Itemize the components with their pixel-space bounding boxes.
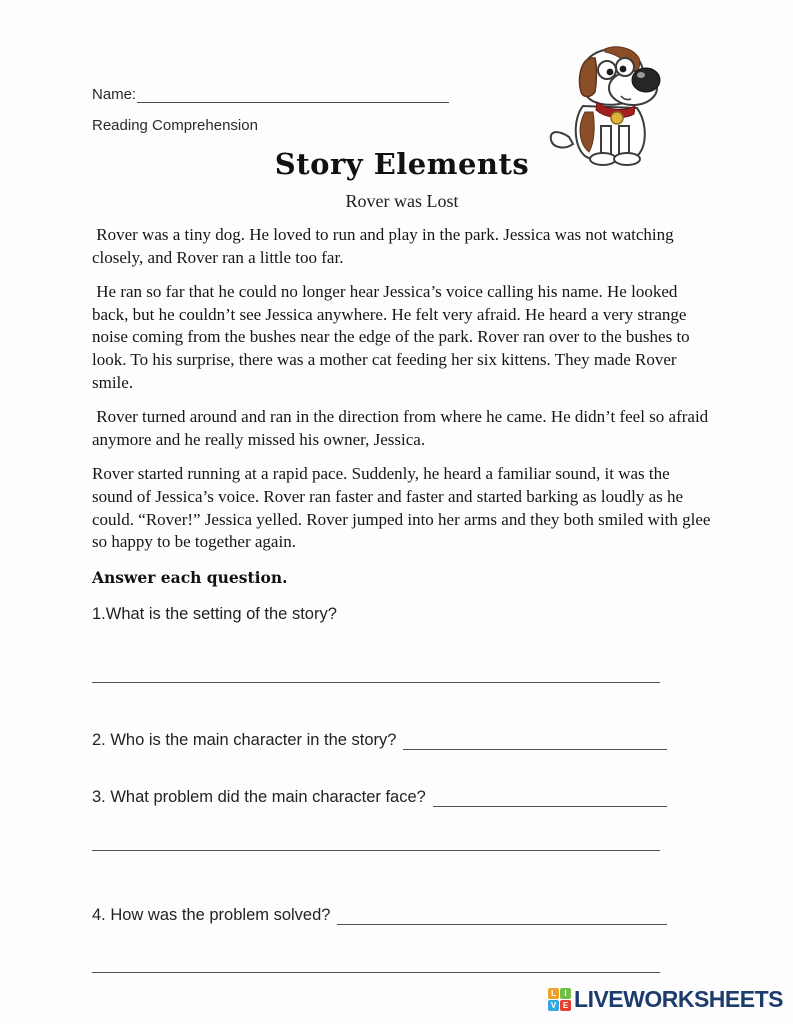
question-1-answer-blank[interactable]	[92, 682, 660, 683]
question-3-answer-blank-2[interactable]	[92, 850, 660, 851]
questions-section	[92, 605, 667, 973]
logo-letter-i: I	[560, 988, 571, 999]
question-1-label: 1.What is the setting of the story?	[92, 604, 337, 623]
story-paragraph: He ran so far that he could no longer hear Jessica’s voice calling his name. He looked back, but he couldn’t see Jessica anywhere. He felt very afraid. He heard a very strange noise coming from the bushes near the edge of the park. Rover ran over to the bushes to look. To his surprise, there was a mother cat feeding her six kittens. They made Rover smile.	[92, 282, 694, 392]
story-title: Rover was Lost	[345, 191, 459, 211]
question-3-label: 3. What problem did the main character face?	[92, 788, 426, 807]
logo-letter-l: L	[548, 988, 559, 999]
question-3	[92, 787, 667, 808]
name-blank[interactable]	[137, 101, 449, 103]
story-paragraph: Rover turned around and ran in the direction from where he came. He didn’t feel so afraid anymore and he really missed his owner, Jessica.	[92, 407, 713, 449]
question-1	[92, 605, 667, 624]
question-4-label: 4. How was the problem solved?	[92, 906, 331, 925]
question-3-answer-blank[interactable]	[433, 787, 667, 808]
question-4-answer-blank-2[interactable]	[92, 972, 660, 973]
story-paragraph: Rover was a tiny dog. He loved to run and play in the park. Jessica was not watching closely, and Rover ran a little too far.	[92, 225, 678, 267]
question-4	[92, 904, 667, 925]
liveworksheets-logo[interactable]	[548, 986, 783, 1013]
subject-label: Reading Comprehension	[92, 117, 258, 134]
name-label: Name:	[92, 86, 137, 103]
story-paragraph: Rover started running at a rapid pace. Suddenly, he heard a familiar sound, it was the sound of Jessica’s voice. Rover ran faster and faster and started barking as loudly as he could. “Rover!” Jessica yelled. Rover jumped into her arms and they both smiled with glee so happy to be together again.	[92, 464, 715, 552]
brand-name: LIVEWORKSHEETS	[574, 986, 783, 1012]
logo-letter-e: E	[560, 1000, 571, 1011]
story-text	[92, 224, 715, 554]
question-2	[92, 729, 667, 750]
question-2-answer-blank[interactable]	[403, 729, 667, 750]
liveworksheets-grid-icon	[548, 988, 571, 1011]
page-title: Story Elements	[274, 147, 530, 181]
question-2-label: 2. Who is the main character in the story?	[92, 730, 397, 749]
instruction-label: Answer each question.	[92, 567, 288, 587]
question-4-answer-blank[interactable]	[337, 904, 667, 925]
name-row	[92, 86, 712, 103]
logo-letter-v: V	[548, 1000, 559, 1011]
